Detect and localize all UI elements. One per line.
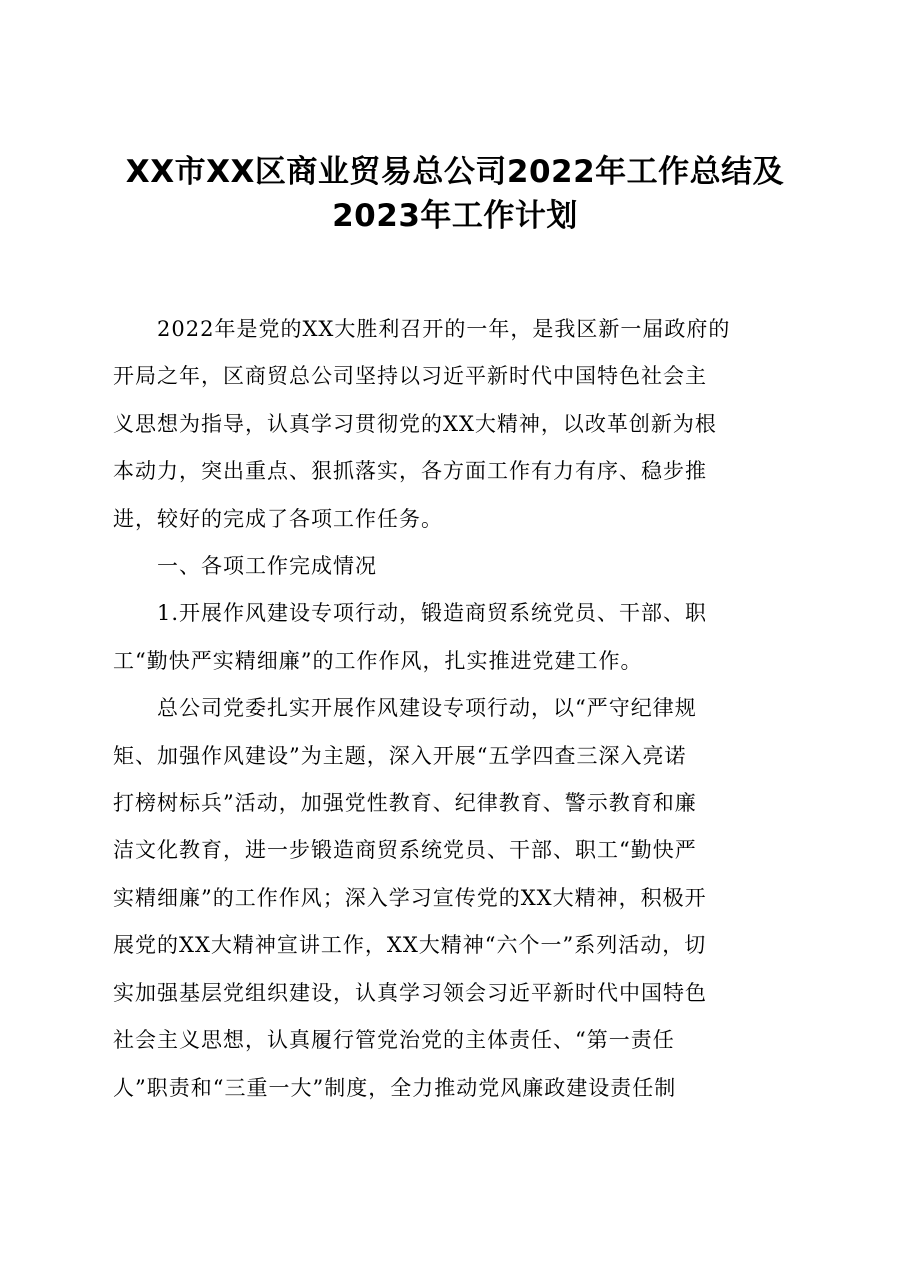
document-title [110,150,800,238]
paragraph-line: 进，较好的完成了各项工作任务。 [113,506,443,531]
subsection-heading-line: 工“勤快严实精细廉”的工作作风，扎实推进党建工作。 [113,648,643,673]
paragraph-line: 实精细廉”的工作作风；深入学习宣传党的XX大精神，积极开 [113,885,707,910]
paragraph-line: 洁文化教育，进一步锻造商贸系统党员、干部、职工“勤快严 [113,838,697,863]
paragraph-line: 本动力，突出重点、狠抓落实，各方面工作有力有序、稳步推 [113,459,707,484]
section-heading: 一、各项工作完成情况 [113,554,377,579]
paragraph-line: 展党的XX大精神宣讲工作，XX大精神“六个一”系列活动，切 [113,933,707,958]
paragraph-line: 社会主义思想，认真履行管党治党的主体责任、“第一责任 [113,1028,675,1053]
title-line-2: 2023年工作计划 [332,198,578,234]
paragraph-line: 总公司党委扎实开展作风建设专项行动，以“严守纪律规 [113,696,697,721]
subsection-heading-line: 1.开展作风建设专项行动，锻造商贸系统党员、干部、职 [113,601,708,626]
paragraph-line: 开局之年，区商贸总公司坚持以习近平新时代中国特色社会主 [113,364,707,389]
paragraph-line: 人”职责和“三重一大”制度，全力推动党风廉政建设责任制 [113,1075,677,1100]
paragraph-line: 矩、加强作风建设”为主题，深入开展“五学四查三深入亮诺 [113,743,687,768]
paragraph-line: 义思想为指导，认真学习贯彻党的XX大精神，以改革创新为根 [113,411,717,436]
paragraph-line: 打榜树标兵”活动，加强党性教育、纪律教育、警示教育和廉 [113,791,697,816]
paragraph-line: 实加强基层党组织建设，认真学习领会习近平新时代中国特色 [113,980,707,1005]
document-body [113,306,797,1112]
title-line-1: XX市XX区商业贸易总公司2022年工作总结及 [125,154,785,190]
paragraph-line: 2022年是党的XX大胜利召开的一年，是我区新一届政府的 [113,317,731,341]
